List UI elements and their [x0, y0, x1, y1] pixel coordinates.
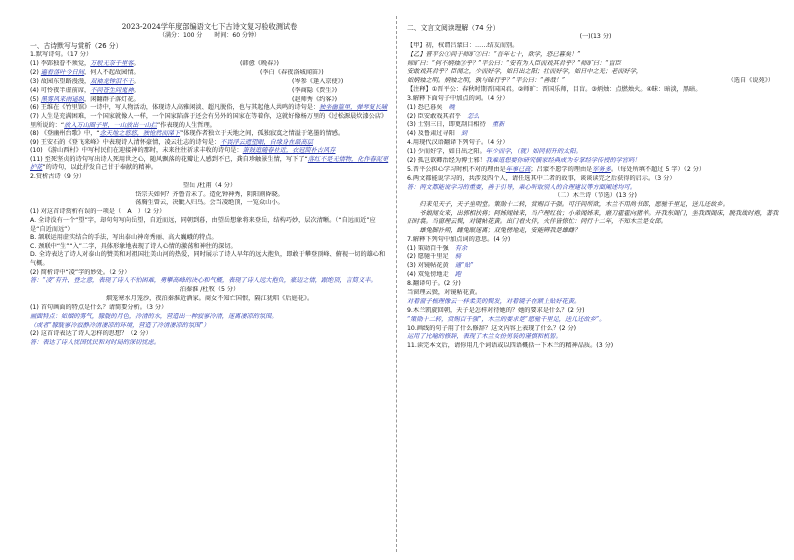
mulan-paragraph: 雄兔脚扑朔，雌兔眼迷离；双兔傍地走，安能辨我是雄雌？: [419, 226, 581, 234]
question-3-heading: 3.解释下面句子中加点的词。（4 分）: [407, 94, 509, 102]
poem-2-title: 泊秦淮 /杜牧（5 分）: [179, 285, 240, 293]
poem-1-line: 荡胸生曾云，决眦入归鸟。会当凌绝顶，一览众山小。: [135, 199, 284, 207]
answer-text: 不畏浮云遮望眼，自缘身在最高层: [220, 138, 313, 146]
passage-jia: 【甲】初，权谓吕蒙曰：……结友而别。: [407, 41, 519, 49]
recitation-item: (1) 李郢独眷不须觉，万般无奈千里客。 (韩愈《晚春》): [30, 59, 279, 67]
question-6-answer: 答：两文都能说学习的重要，善于引导，乘心听取别人的合理建议等方面阐述均可。: [407, 183, 636, 191]
section-1-heading: 一、古诗默写与赏析（26 分）: [30, 42, 123, 51]
question-3-item: (4) 及鲁肃过寻阳 到: [407, 130, 468, 138]
question-4-heading: 4.用现代汉语翻译下列句子。（4 分）: [407, 139, 509, 147]
passage-2-number: （二）木兰诗（节选）(13 分): [554, 192, 637, 200]
question-7-item: (2) 愿驰千里足 骑: [407, 253, 462, 261]
option-a: A. 全诗没有一个“望”字，却句句写向岳望，自近而远，同朝到暮，由望岳想象将来登岳，结构巧妙，层次清晰。（“自远而近”应是“自近而远”）: [30, 217, 376, 233]
recitation-list: [30, 60, 389, 104]
poem-2-question-1: (1) 首句画面的特点是什么？请简要分析。（3 分）: [30, 303, 168, 311]
passage-yi-line: 师旷曰：“何不炳烛③乎？”平公曰：“安有为人臣而戏其君乎？”师旷曰：“盲臣: [407, 59, 621, 67]
poem-source: (岑参《逢入京使》): [292, 77, 344, 85]
question-7-item: (3) 对镜帖花黄 通“贴”: [407, 262, 474, 270]
answer-text: 不问苍生问鬼神: [90, 86, 134, 94]
passage-source: （选自《说苑》）: [727, 77, 774, 85]
question-4-item: (1) 少而好学，如日出之阳。年少而学，（就）如同初升的太阳。: [407, 148, 582, 156]
option-c: C. 颈联中“生”“入”二字，具体形象地表现了诗人心情的激荡和神往的深切。: [30, 242, 237, 250]
question-10-answer: 运用了比喻的修辞，表现了木兰女扮男装的谨慎和机智。: [407, 333, 562, 341]
right-column: [397, 0, 794, 560]
poem-source: (李白《春夜洛城闻笛》): [260, 68, 324, 76]
mulan-paragraph: 归来见天子，天子坐明堂。策勋十二转，赏赐百千强。可汗问所欲，木兰不用尚书郎，愿驰千里足，送儿还故乡。: [419, 201, 729, 209]
exam-title: 2023-2024学年度部编语文七下古诗文复习验收测试卷: [121, 22, 298, 31]
question-1-9: (9) 王安石的《登飞来峰》中表现诗人清怀豪情，凌云壮志的诗句是：不畏浮云遮望眼，自缘身在最高层: [30, 138, 313, 146]
poem-2-question-2: (2) 这首诗表达了诗人怎样的思想？（2 分）: [30, 330, 152, 338]
passage-yi-line: 如炳烛之明。炳烛之明，孰与昧行乎？”平公曰：“善哉！” （选自《说苑》）: [407, 77, 774, 85]
answer-text: 放入万山圈子里，一山放出一山拦: [64, 121, 157, 129]
recitation-item: (5) 黑雾风来雨遥纵，闲翻群子落灯花。 (赵师秀《约客》): [30, 95, 338, 103]
answer-text: 箫鼓追随春社近，衣冠简朴古风存: [242, 147, 336, 155]
option-d: D. 全诗表达了诗人对泰山的赞美和对祖国壮美山河的热爱，同时展示了诗人早年的远大抱负，即敢于攀登顶峰、俯视一切的雄心和气概。: [30, 251, 386, 267]
poem-2-answer-2: 答：表达了诗人忧国忧民和对时局的深切忧虑。: [30, 339, 160, 347]
passage-yi-line: 【乙】晋平公①问于师旷②曰：“吾年七十，欲学，恐已暮矣！”: [407, 50, 581, 58]
question-10: 10.画线的句子用了什么修辞？这文内容上表现了什么？(2 分): [407, 324, 577, 332]
answer-text: 独坐幽篁里，弹琴复长啸: [319, 104, 388, 112]
recitation-item: (3) 故园东望路漫漫，双袖龙钟泪不干。 (岑参《逢入京使》): [30, 77, 344, 85]
question-8-heading: 8.翻译句子。(2 分): [407, 280, 461, 288]
poem-1-question-1: (1) 对这首诗赏析有误的一项是（ A ）（2 分）: [30, 208, 166, 216]
poem-source: (韩愈《晚春》): [240, 59, 279, 67]
question-3-item: (3) 士别三日，即更刮目相待 重新: [407, 121, 505, 129]
question-3-item: (2) 臣安敢戏其君乎 怎么: [407, 112, 480, 120]
answer-text: 遍看落叶今日间: [40, 68, 85, 76]
question-1-heading: 1.默写诗句。（17 分）: [30, 51, 93, 59]
question-7-heading: 7.解释下列句中加点词的意思。(4 分): [407, 235, 511, 243]
recitation-item: (2) 遍看落叶今日间，何人不起故园情。 (李白《春夜洛城闻笛》): [30, 68, 324, 76]
poem-2-line: 烟笼寒水月笼沙，夜泊秦淮近酒家。商女不知亡国恨，隔江犹唱《后庭花》。: [105, 294, 314, 302]
poem-2-answer-1: 画面特点：如烟的雾气，朦胧的月色，冷清的水，营造出一种寂寥冷清，迷离凄凉的氛围。: [30, 312, 278, 320]
question-7-item: (4) 双兔傍地走 跑: [407, 271, 462, 279]
question-1-6: (6) 王维在《竹里馆》一诗中，写人物活动，体现诗人高雅闲淡、超凡脱俗，也与其起他人共鸣的诗句是：独坐幽篁里，弹琴复长啸: [30, 104, 388, 112]
passage-1-number: (一)(13 分): [579, 32, 612, 40]
answer-text: 万般无奈千里客: [90, 59, 134, 67]
question-8-sentence: 当窗理云鬓，对镜帖花黄。: [407, 289, 482, 296]
poem-1-question-2: (2) 简析诗中“凌”字的妙处。（2 分）: [30, 268, 131, 276]
recitation-item: (4) 可怜夜半虚前席，不问苍生问鬼神。 (李商隐《贾生》): [30, 86, 338, 94]
question-1-7: (7) 人生是充满困难，一个国家就像人一样，一个国家陷落于还会有另外的国家在等着你，这就好像杨万里的《过松源晨炊漆公店》里所说的：“放入万山圈子里，一山放出一山拦”作表现的人生哲理。: [30, 112, 388, 129]
poem-source: (李商隐《贾生》): [292, 86, 338, 94]
option-b: B. 颔联运用虚实结合的手法，写出泰山神奇秀丽、高大巍峨的特点。: [30, 234, 218, 242]
question-3-item: (1) 恐已暮矣 晚: [407, 103, 455, 111]
question-4-item: (2) 孤岂欲卿治经为博士邪！我难道想要你研究儒家经典成为专掌经学传授的学官吗！: [407, 157, 641, 165]
question-1-11: (11) 至死坚贞的诗句写出诗人死用世之心，随风飘落的花瓣让人感到不已，龚自珍触景生情，写下了“落红不是无情物，化作春泥更护花”的诗句，以此抒发自己甘于奉献的精神。: [30, 155, 389, 172]
passage-notes: 【注释】①晋平公：春秋时期晋国国君。②师旷：晋国乐师，目盲。③炳烛：点燃烛火。④昧：暗淡，黑暗。: [407, 86, 702, 94]
question-11: 11.读完本文后，请你用几个词语或以四语概括一下木兰的精神品质。(3 分): [407, 342, 614, 350]
answer-text: 念天地之悠悠，独怆然而涕下: [99, 130, 181, 138]
question-1-10: (10) 《游山西村》中写村民们在迎接神的那时，未来往往祈求丰收的诗句是：箫鼓追随春社近，衣冠简朴古风存: [30, 147, 336, 155]
poem-1-answer-2: 答：“凌”有升、登之意，表现了诗人不怕困难，勇攀高峰的决心和气概，表现了诗人远大抱负，豪迈之情，跟绝顶，言简义丰。: [30, 277, 377, 285]
question-8-answer: 对着窗子梳理像云一样柔美的鬓发，对着镜子在额上贴好花黄。: [407, 297, 581, 305]
answer-text: 落红不是无情物，化作春泥更护花: [30, 155, 389, 172]
poem-source: (赵师秀《约客》): [292, 95, 338, 103]
poem-1-line: 岱宗夫如何？齐鲁青未了。造化钟神秀，阴阳割昏晓。: [135, 190, 284, 198]
question-5: 5.晋平公担心学习时机不对的理由是年事已高；吕蒙不愿学的理由是军务多。（每处所填不超过 5 字）（2 分）: [407, 165, 706, 173]
question-2-heading: 2.赏析古诗（9 分）: [30, 172, 86, 180]
question-6: 6.两文都能说学习的，共涉及四个人，请任选其中二者的故事，谈谈读完之后获得的启示。（3 分）: [407, 174, 676, 182]
question-9: 9.木兰凯旋回朝，天子是怎样对待她的？她的要求是什么？(2 分): [407, 306, 585, 314]
question-1-8: (8) 《登幽州台歌》中，“念天地之悠悠，独怆然而涕下”体现作者独立于天地之间，孤独寂寞之情溢于笔墨的情感。: [30, 130, 345, 138]
answer-text: 双袖龙钟泪不干: [90, 77, 134, 85]
section-2-heading: 二、文言文阅读理解（74 分）: [407, 24, 500, 32]
passage-yi-line: 安敢戏其君乎？臣闻之，少而好学，如日出之阳；壮而好学，如日中之光；老而好学，: [407, 68, 643, 76]
question-7-item: (1) 策勋百千强 有余: [407, 244, 468, 252]
mulan-paragraph: 爷娘闻女来，出郭相扶将；阿姊闻妹来，当户理红妆；小弟闻姊来，磨刀霍霍向猪羊。开我东阁门，坐我西阁床，脱我战时袍，著我旧时裳。当窗理云鬓，对镜帖花黄。出门看火伴，火伴皆惊忙：同行十二年，不知木兰是女郎。: [407, 209, 779, 226]
answer-text: 黑雾风来雨遥纵: [40, 95, 85, 103]
poem-1-title: 望岳 /杜甫（4 分）: [182, 181, 237, 189]
poem-2-answer-1-alt: （或者“朦胧寥冷寂静冷清凄凉的环境，营造了冷清凄凉的氛围”）: [30, 321, 210, 329]
exam-subtitle: （满分：100 分 时间：60 分钟）: [159, 31, 260, 39]
question-9-answer: “策勋十二转，赏赐百千强”，木兰的要求是“愿驰千里足，送儿还故乡”。: [407, 315, 606, 323]
